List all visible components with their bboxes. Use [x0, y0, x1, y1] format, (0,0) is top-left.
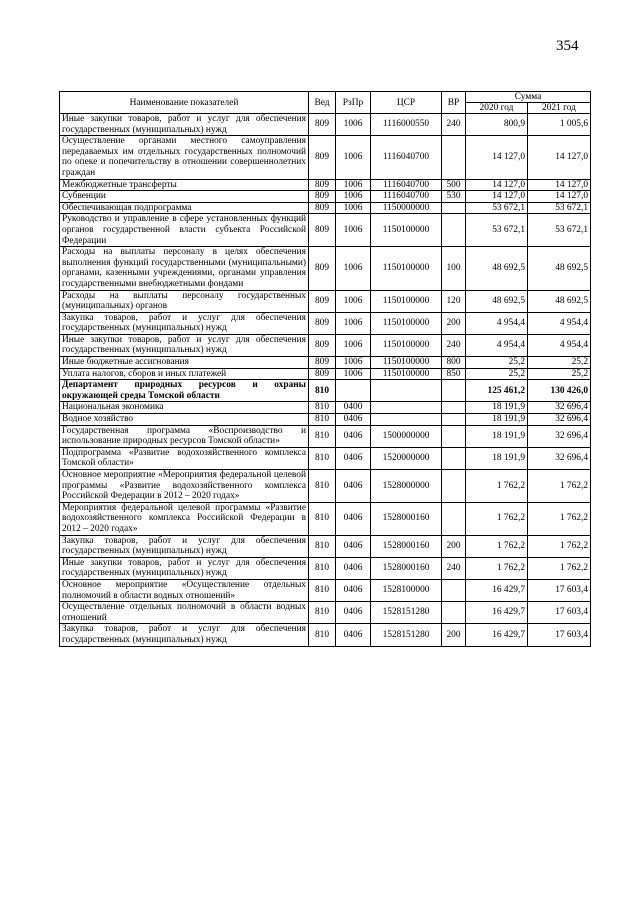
table-row	[60, 247, 591, 290]
cell-csr: 1528000000	[371, 470, 442, 503]
table-body	[60, 114, 591, 647]
cell-name: Закупка товаров, работ и услуг для обеспечения государственных (муниципальных) нужд	[60, 312, 309, 334]
table-row	[60, 290, 591, 312]
cell-rzpr: 1006	[336, 191, 371, 203]
cell-sum-2021: 53 672,1	[528, 214, 591, 247]
table-row	[60, 470, 591, 503]
cell-ved: 809	[309, 290, 336, 312]
cell-csr: 1528100000	[371, 579, 442, 601]
cell-sum-2021: 4 954,4	[528, 334, 591, 356]
header-name: Наименование показателей	[60, 92, 309, 114]
cell-rzpr	[336, 380, 371, 402]
cell-csr: 1116000550	[371, 114, 442, 136]
cell-csr: 1500000000	[371, 425, 442, 447]
cell-sum-2020: 16 429,7	[466, 579, 528, 601]
cell-ved: 809	[309, 247, 336, 290]
cell-vr: 200	[442, 624, 466, 646]
cell-csr: 1150100000	[371, 334, 442, 356]
cell-ved: 809	[309, 202, 336, 214]
cell-sum-2021: 1 762,2	[528, 502, 591, 535]
cell-sum-2020: 1 762,2	[466, 502, 528, 535]
cell-vr	[442, 447, 466, 469]
table-row	[60, 114, 591, 136]
table-row	[60, 535, 591, 557]
cell-ved: 809	[309, 114, 336, 136]
table-row	[60, 202, 591, 214]
table-row	[60, 312, 591, 334]
table-row	[60, 602, 591, 624]
cell-vr	[442, 470, 466, 503]
cell-sum-2020: 18 191,9	[466, 414, 528, 426]
cell-rzpr: 1006	[336, 290, 371, 312]
cell-csr: 1116040700	[371, 136, 442, 179]
cell-sum-2020: 48 692,5	[466, 247, 528, 290]
cell-sum-2021: 4 954,4	[528, 312, 591, 334]
cell-rzpr: 1006	[336, 357, 371, 369]
cell-csr: 1116040700	[371, 191, 442, 203]
cell-rzpr: 1006	[336, 114, 371, 136]
cell-vr: 530	[442, 191, 466, 203]
cell-name: Закупка товаров, работ и услуг для обеспечения государственных (муниципальных) нужд	[60, 535, 309, 557]
cell-name: Основное мероприятие «Осуществление отдельных полномочий в области водных отношений»	[60, 579, 309, 601]
table-row	[60, 357, 591, 369]
cell-vr: 100	[442, 247, 466, 290]
table-row	[60, 425, 591, 447]
cell-name: Иные закупки товаров, работ и услуг для обеспечения государственных (муниципальных) нужд	[60, 557, 309, 579]
cell-vr	[442, 380, 466, 402]
cell-name: Осуществление отдельных полномочий в области водных отношений	[60, 602, 309, 624]
cell-ved: 810	[309, 624, 336, 646]
cell-rzpr: 0406	[336, 557, 371, 579]
cell-rzpr: 0406	[336, 414, 371, 426]
cell-sum-2020: 25,2	[466, 357, 528, 369]
cell-name: Иные бюджетные ассигнования	[60, 357, 309, 369]
page-number: 354	[556, 38, 579, 54]
cell-vr: 240	[442, 334, 466, 356]
cell-csr: 1150100000	[371, 312, 442, 334]
cell-rzpr: 0406	[336, 502, 371, 535]
cell-name: Расходы на выплаты персоналу в целях обеспечения выполнения функций государственными (муниципальными) органами, казенными учреждениями, органами управления государственными внебюджетными фондами	[60, 247, 309, 290]
cell-sum-2020: 14 127,0	[466, 179, 528, 191]
cell-vr: 120	[442, 290, 466, 312]
cell-csr: 1520000000	[371, 447, 442, 469]
cell-vr	[442, 402, 466, 414]
cell-name: Подпрограмма «Развитие водохозяйственного комплекса Томской области»	[60, 447, 309, 469]
cell-rzpr: 1006	[336, 202, 371, 214]
cell-csr: 1528151280	[371, 602, 442, 624]
cell-rzpr: 0406	[336, 535, 371, 557]
cell-vr: 200	[442, 312, 466, 334]
table-row	[60, 557, 591, 579]
cell-name: Основное мероприятие «Мероприятия федеральной целевой программы «Развитие водохозяйственного комплекса Российской Федерации в 2012 – 2020 годах»	[60, 470, 309, 503]
cell-ved: 809	[309, 312, 336, 334]
cell-rzpr: 1006	[336, 136, 371, 179]
cell-rzpr: 0406	[336, 579, 371, 601]
cell-csr: 1528000160	[371, 502, 442, 535]
table-row	[60, 624, 591, 646]
header-year-2021: 2021 год	[528, 103, 591, 114]
cell-vr: 240	[442, 557, 466, 579]
cell-sum-2020: 53 672,1	[466, 202, 528, 214]
cell-sum-2021: 14 127,0	[528, 136, 591, 179]
cell-name: Водное хозяйство	[60, 414, 309, 426]
cell-csr	[371, 380, 442, 402]
cell-name: Закупка товаров, работ и услуг для обеспечения государственных (муниципальных) нужд	[60, 624, 309, 646]
cell-sum-2021: 14 127,0	[528, 191, 591, 203]
cell-vr	[442, 579, 466, 601]
cell-vr	[442, 136, 466, 179]
cell-csr: 1150100000	[371, 290, 442, 312]
cell-ved: 810	[309, 402, 336, 414]
cell-sum-2021: 48 692,5	[528, 290, 591, 312]
table-row	[60, 136, 591, 179]
cell-rzpr: 1006	[336, 368, 371, 380]
cell-vr	[442, 214, 466, 247]
cell-sum-2020: 14 127,0	[466, 191, 528, 203]
cell-sum-2021: 14 127,0	[528, 179, 591, 191]
cell-rzpr: 1006	[336, 179, 371, 191]
cell-vr	[442, 602, 466, 624]
cell-sum-2020: 18 191,9	[466, 447, 528, 469]
cell-ved: 810	[309, 557, 336, 579]
cell-sum-2020: 16 429,7	[466, 624, 528, 646]
cell-rzpr: 1006	[336, 312, 371, 334]
cell-vr	[442, 425, 466, 447]
cell-sum-2021: 48 692,5	[528, 247, 591, 290]
table-row	[60, 334, 591, 356]
cell-vr	[442, 502, 466, 535]
cell-name: Субвенции	[60, 191, 309, 203]
cell-name: Департамент природных ресурсов и охраны окружающей среды Томской области	[60, 380, 309, 402]
cell-sum-2020: 16 429,7	[466, 602, 528, 624]
cell-sum-2020: 4 954,4	[466, 334, 528, 356]
cell-sum-2020: 18 191,9	[466, 425, 528, 447]
cell-name: Мероприятия федеральной целевой программы «Развитие водохозяйственного комплекса Российской Федерации в 2012 – 2020 годах»	[60, 502, 309, 535]
cell-rzpr: 0406	[336, 447, 371, 469]
cell-rzpr: 0406	[336, 624, 371, 646]
cell-sum-2020: 48 692,5	[466, 290, 528, 312]
cell-sum-2020: 1 762,2	[466, 470, 528, 503]
cell-ved: 810	[309, 380, 336, 402]
cell-sum-2021: 1 005,6	[528, 114, 591, 136]
cell-ved: 809	[309, 191, 336, 203]
cell-ved: 809	[309, 334, 336, 356]
cell-rzpr: 0406	[336, 602, 371, 624]
cell-sum-2021: 25,2	[528, 368, 591, 380]
budget-table	[59, 91, 591, 647]
cell-name: Расходы на выплаты персоналу государственных (муниципальных) органов	[60, 290, 309, 312]
cell-sum-2021: 53 672,1	[528, 202, 591, 214]
cell-ved: 810	[309, 502, 336, 535]
header-vr: ВР	[442, 92, 466, 114]
table-row	[60, 447, 591, 469]
cell-csr: 1528151280	[371, 624, 442, 646]
cell-csr: 1528000160	[371, 557, 442, 579]
cell-sum-2020: 800,9	[466, 114, 528, 136]
cell-ved: 810	[309, 602, 336, 624]
cell-ved: 809	[309, 357, 336, 369]
header-ved: Вед	[309, 92, 336, 114]
cell-rzpr: 1006	[336, 247, 371, 290]
cell-rzpr: 0406	[336, 470, 371, 503]
cell-ved: 810	[309, 535, 336, 557]
cell-vr: 240	[442, 114, 466, 136]
cell-ved: 809	[309, 214, 336, 247]
cell-csr: 1150100000	[371, 214, 442, 247]
cell-sum-2020: 53 672,1	[466, 214, 528, 247]
header-sum: Сумма	[466, 92, 591, 103]
cell-sum-2021: 32 696,4	[528, 414, 591, 426]
cell-name: Обеспечивающая подпрограмма	[60, 202, 309, 214]
cell-sum-2021: 17 603,4	[528, 602, 591, 624]
cell-sum-2020: 25,2	[466, 368, 528, 380]
cell-name: Государственная программа «Воспроизводство и использование природных ресурсов Томской области»	[60, 425, 309, 447]
cell-ved: 810	[309, 470, 336, 503]
cell-ved: 809	[309, 179, 336, 191]
table-row	[60, 502, 591, 535]
cell-ved: 810	[309, 414, 336, 426]
cell-rzpr: 0400	[336, 402, 371, 414]
header-rzpr: РзПр	[336, 92, 371, 114]
cell-ved: 810	[309, 425, 336, 447]
cell-sum-2021: 32 696,4	[528, 425, 591, 447]
cell-sum-2021: 25,2	[528, 357, 591, 369]
table-row	[60, 414, 591, 426]
cell-csr: 1150100000	[371, 247, 442, 290]
cell-vr: 800	[442, 357, 466, 369]
cell-sum-2021: 1 762,2	[528, 470, 591, 503]
table-row	[60, 402, 591, 414]
table-row	[60, 191, 591, 203]
cell-name: Руководство и управление в сфере установленных функций органов государственной власти субъекта Российской Федерации	[60, 214, 309, 247]
header-csr: ЦСР	[371, 92, 442, 114]
cell-vr	[442, 414, 466, 426]
cell-sum-2021: 130 426,0	[528, 380, 591, 402]
cell-csr: 1150100000	[371, 357, 442, 369]
table-row	[60, 380, 591, 402]
cell-csr	[371, 402, 442, 414]
cell-sum-2020: 125 461,2	[466, 380, 528, 402]
table-row	[60, 579, 591, 601]
cell-ved: 809	[309, 136, 336, 179]
cell-rzpr: 1006	[336, 214, 371, 247]
cell-sum-2021: 17 603,4	[528, 579, 591, 601]
cell-vr: 200	[442, 535, 466, 557]
cell-csr: 1528000160	[371, 535, 442, 557]
table-row	[60, 368, 591, 380]
cell-rzpr: 0406	[336, 425, 371, 447]
cell-name: Иные закупки товаров, работ и услуг для обеспечения государственных (муниципальных) нужд	[60, 334, 309, 356]
cell-name: Уплата налогов, сборов и иных платежей	[60, 368, 309, 380]
cell-rzpr: 1006	[336, 334, 371, 356]
header-row	[60, 92, 591, 103]
table-row	[60, 179, 591, 191]
cell-sum-2020: 14 127,0	[466, 136, 528, 179]
cell-ved: 810	[309, 579, 336, 601]
cell-name: Межбюджетные трансферты	[60, 179, 309, 191]
cell-name: Национальная экономика	[60, 402, 309, 414]
cell-vr: 500	[442, 179, 466, 191]
cell-sum-2021: 1 762,2	[528, 535, 591, 557]
cell-csr: 1150000000	[371, 202, 442, 214]
cell-sum-2021: 32 696,4	[528, 402, 591, 414]
cell-sum-2020: 1 762,2	[466, 557, 528, 579]
cell-sum-2020: 18 191,9	[466, 402, 528, 414]
cell-csr: 1150100000	[371, 368, 442, 380]
cell-vr: 850	[442, 368, 466, 380]
cell-name: Осуществление органами местного самоуправления передаваемых им отдельных государственных полномочий по опеке и попечительству в отношении совершеннолетних граждан	[60, 136, 309, 179]
cell-csr	[371, 414, 442, 426]
cell-name: Иные закупки товаров, работ и услуг для обеспечения государственных (муниципальных) нужд	[60, 114, 309, 136]
cell-sum-2021: 32 696,4	[528, 447, 591, 469]
cell-ved: 810	[309, 447, 336, 469]
cell-csr: 1116040700	[371, 179, 442, 191]
cell-vr	[442, 202, 466, 214]
table-row	[60, 214, 591, 247]
cell-ved: 809	[309, 368, 336, 380]
cell-sum-2020: 1 762,2	[466, 535, 528, 557]
header-year-2020: 2020 год	[466, 103, 528, 114]
cell-sum-2021: 1 762,2	[528, 557, 591, 579]
cell-sum-2021: 17 603,4	[528, 624, 591, 646]
cell-sum-2020: 4 954,4	[466, 312, 528, 334]
